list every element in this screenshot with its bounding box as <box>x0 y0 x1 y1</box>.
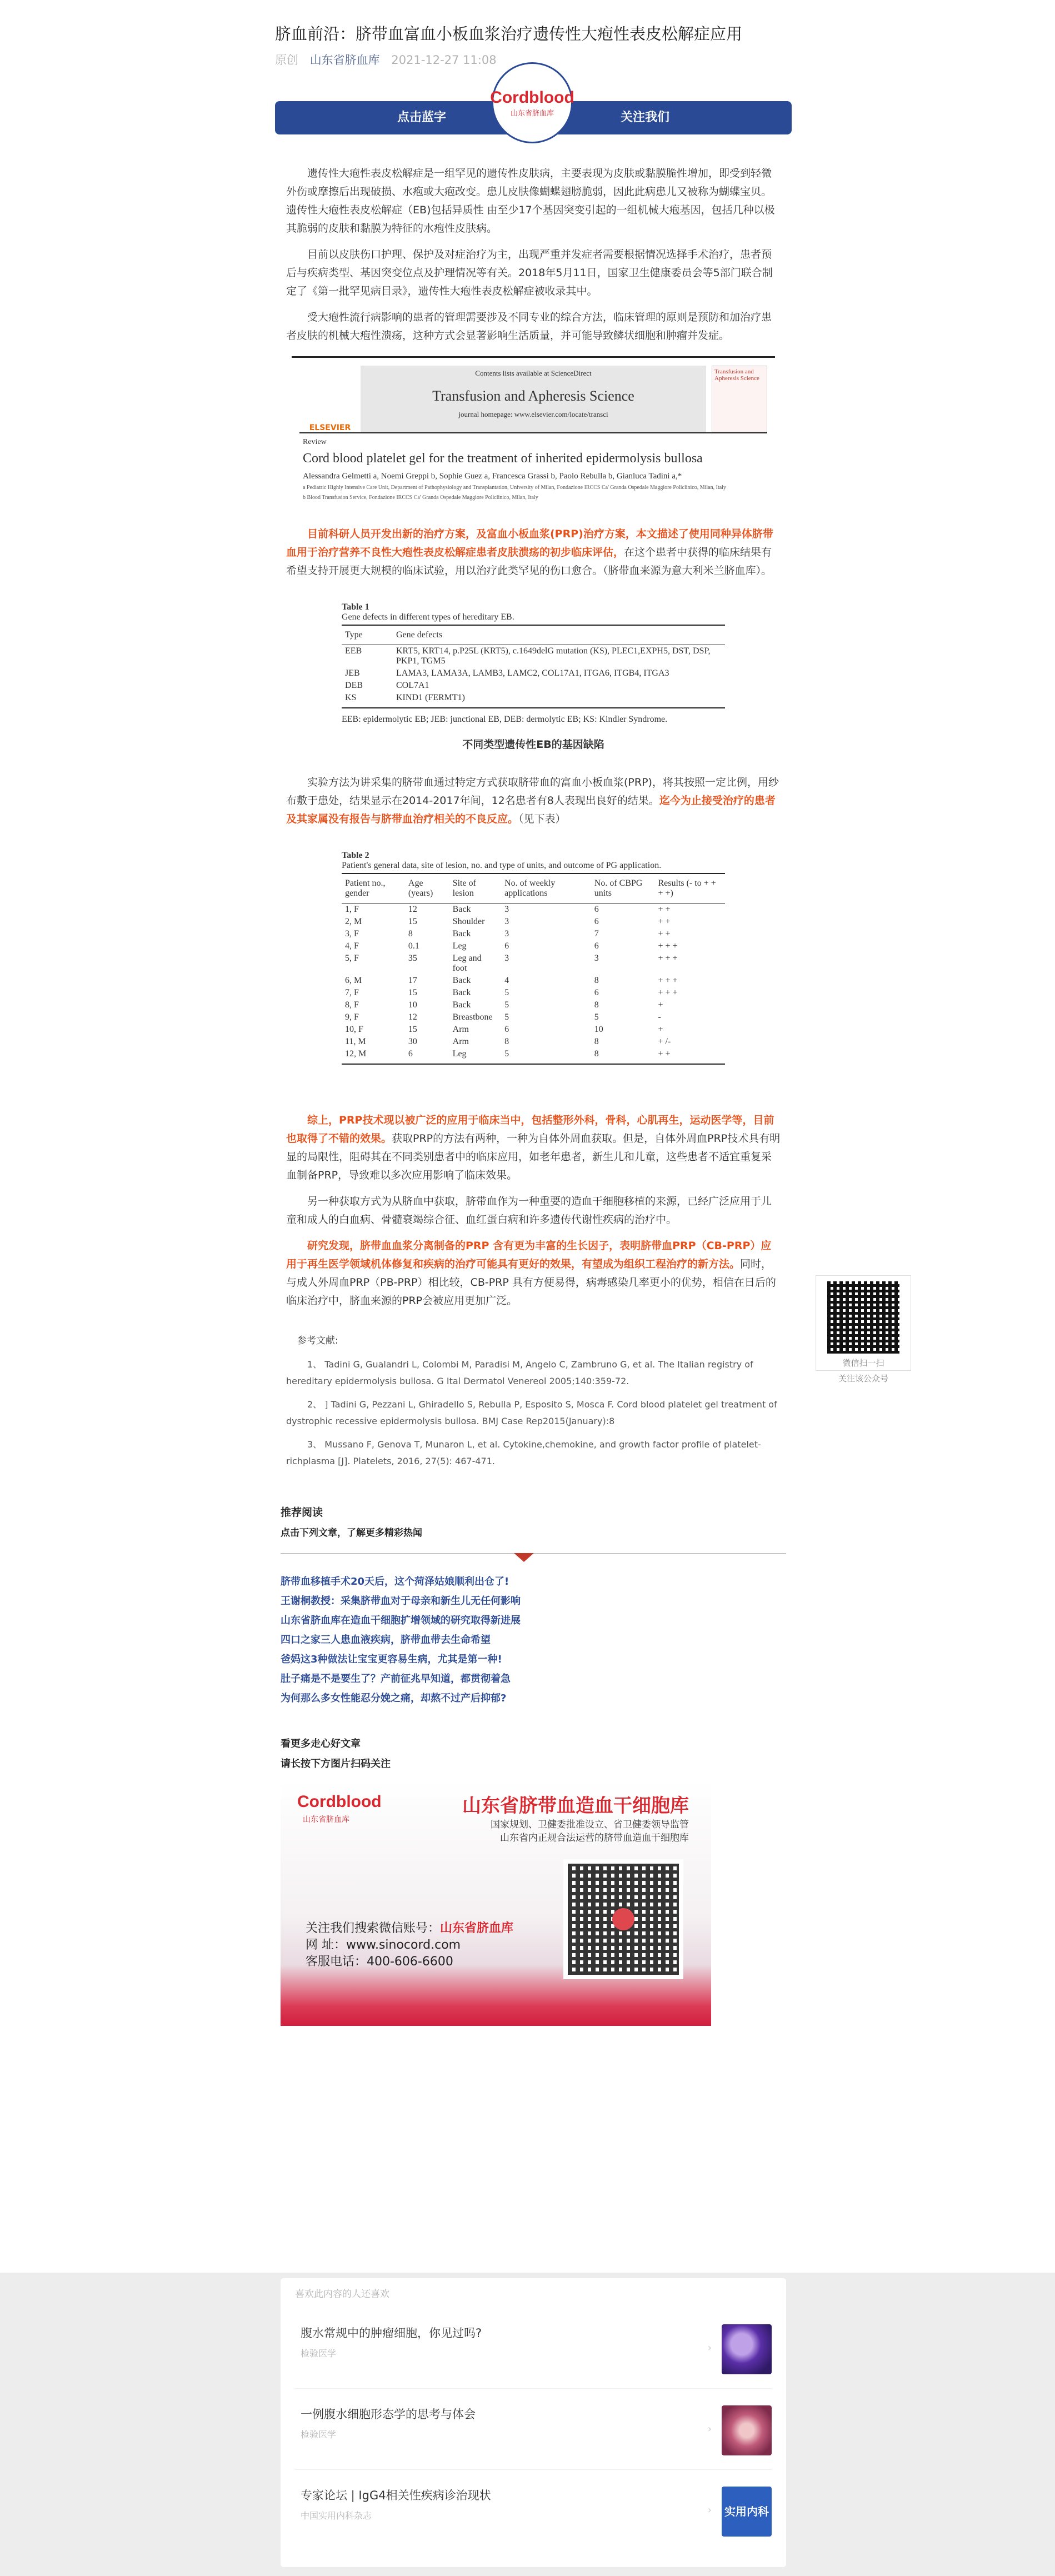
table-row <box>342 940 725 952</box>
table-caption: 不同类型遗传性EB的基因缺陷 <box>462 738 604 751</box>
table-2: Table 2 Patient's general data, site of lesion, no. and type of units, and outcome of PG application. Patient no., gender Age (years) Site of lesion No. of weekly applications No. of CBPG units Results (- to + + + +) 1, F 12 Back 3 6 + + 2, M 15 Shoulder 3 6 + + 3, F 8 Back 3 7 + + 4, F 0.1 Leg 6 6 + + + 5, F 35 Leg and foot 3 3 + + + 6, M 17 Back 4 8 + + + 7, F 15 Back 5 6 + + + 8, F 10 Back 5 8 + 9, F 12 Breastbone 5 5 - 10, F 15 Arm 6 10 + 11, M 30 Arm 8 8 + /- 12, M 6 Leg 5 8 + + <box>342 851 725 1065</box>
table-cell: 6 <box>594 941 599 951</box>
table-cell: 10 <box>594 1025 603 1034</box>
paragraph: 目前科研人员开发出新的治疗方案，及富血小板血浆(PRP)治疗方案，本文描述了使用同种异体脐带血用于治疗营养不良性大疱性表皮松解症患者皮肤溃疡的初步临床评估，在这个患者中获得的临床结果有希望支持开展更大规模的临床试验，用以治疗此类罕见的伤口愈合。（脐带血来源为意大利米兰脐血库）。 <box>286 528 773 577</box>
table-cell: 0.1 <box>408 941 419 951</box>
article <box>275 0 792 2037</box>
table-cell: 6, M <box>345 976 362 985</box>
table-row <box>342 987 725 999</box>
table-cell: Leg <box>449 1048 501 1064</box>
table-cell: + + <box>658 917 671 926</box>
table-cell: 2, M <box>345 917 362 926</box>
table-cell: Breastbone <box>452 1012 493 1022</box>
chevron-right-icon: › <box>707 2423 712 2435</box>
article-link[interactable]: 为何那么多女性能忍分娩之痛，却熬不过产后抑郁? <box>281 1693 507 1704</box>
table-cell: 10 <box>408 1000 417 1010</box>
table-row <box>342 1011 725 1024</box>
table-cell: 12, M <box>342 1048 405 1064</box>
table-row <box>342 999 725 1011</box>
table-cell: Arm <box>452 1037 469 1046</box>
article-link[interactable]: 王谢桐教授：采集脐带血对于母亲和新生儿无任何影响 <box>281 1595 521 1607</box>
table-cell: 15 <box>408 1025 417 1034</box>
table-cell: 11, M <box>345 1037 366 1046</box>
divider <box>281 1550 786 1561</box>
banner-left-text: 点击蓝字 <box>397 111 447 124</box>
table-cell: 3 <box>504 905 509 914</box>
table-cell: 4 <box>504 976 509 985</box>
table-cell: 3 <box>504 929 509 938</box>
table-row: EEB KRT5, KRT14, p.P25L (KRT5), c.1649delG mutation (KS), PLEC1,EXPH5, DST, DSP, PKP1, TGM5 <box>345 646 711 666</box>
also-like-item[interactable]: 一例腹水细胞形态学的思考与体会 检验医学 › <box>295 2389 772 2470</box>
table-cell: 8 <box>504 1037 509 1046</box>
table-cell: 30 <box>408 1037 417 1046</box>
publish-date: 2021-12-27 11:08 <box>391 53 497 67</box>
table-cell: 3, F <box>345 929 359 938</box>
ad-logo: Cordblood <box>297 1793 382 1811</box>
ad-headline: 山东省脐带血造血干细胞库 <box>462 1795 689 1817</box>
table-cell: 5 <box>594 1012 599 1022</box>
table-row <box>342 1024 725 1036</box>
table-row: DEB COL7A1 <box>345 681 429 690</box>
thumbnail: 实用内科 <box>722 2487 772 2537</box>
table-cell: 7, F <box>345 988 359 997</box>
table-cell: 4, F <box>345 941 359 951</box>
table-cell: + + <box>654 1048 725 1064</box>
table-cell: Back <box>452 988 471 997</box>
table-row <box>342 916 725 928</box>
follow-line-2: 请长按下方图片扫码关注 <box>281 1758 391 1770</box>
paragraph: 目前以皮肤伤口护理、保护及对症治疗为主，出现严重并发症者需要根据情况选择手术治疗，患者预后与疾病类型、基因突变位点及护理情况等有关。2018年5月11日，国家卫生健康委员会等5部门联合制定了《第一批罕见病目录》，遗传性大疱性表皮松解症被收录其中。 <box>286 248 773 297</box>
thumbnail <box>722 2324 772 2374</box>
table-cell: 5 <box>504 988 509 997</box>
banner-right-text: 关注我们 <box>620 111 669 124</box>
cordblood-logo: Cordblood 山东省脐血库 <box>492 62 573 143</box>
thumbnail <box>722 2405 772 2455</box>
table-cell: + + + <box>658 988 678 997</box>
table-cell: + + <box>658 929 671 938</box>
references-heading: 参考文献: <box>297 1335 338 1346</box>
also-like-panel <box>281 2278 786 2567</box>
table-cell: 17 <box>408 976 417 985</box>
table-cell: 8 <box>594 1000 599 1010</box>
table-1: Table 1 Gene defects in different types of hereditary EB. Type Gene defects EEB KRT5, KRT14, p.P25L (KRT5), c.1649delG mutation (KS), PLEC1,EXPH5, DST, DSP, PKP1, TGM5 JEB LAMA3, LAMA3A, LAMB3, LAMC2, COL17A1, ITGA6, ITGB4, ITGA3 DEB COL7A1 KS KIND1 (FERMT1) EEB: epidermolytic EB; JEB: junctional EB, DEB: dermolytic EB; KS: Kindler Syndrome. <box>342 602 725 726</box>
table-cell: Back <box>452 976 471 985</box>
ad-qr-code <box>563 1859 683 1979</box>
table-cell: 15 <box>408 917 417 926</box>
table-row: JEB LAMA3, LAMA3A, LAMB3, LAMC2, COL17A1, ITGA6, ITGB4, ITGA3 <box>345 668 669 678</box>
table-cell: 7 <box>594 929 599 938</box>
article-title: 脐血前沿：脐带血富血小板血浆治疗遗传性大疱性表皮松解症应用 <box>275 24 743 43</box>
original-tag: 原创 <box>275 53 298 67</box>
table-cell: + + <box>658 905 671 914</box>
table-cell: + /- <box>658 1037 671 1046</box>
table-cell: + + + <box>658 976 678 985</box>
follow-line-1: 看更多走心好文章 <box>281 1738 361 1750</box>
paragraph: 另一种获取方式为从脐血中获取，脐带血作为一种重要的造血干细胞移植的来源，已经广泛应用于儿童和成人的白血病、骨髓衰竭综合征、血红蛋白病和许多遗传代谢性疾病的治疗中。 <box>286 1195 772 1226</box>
table-cell: Back <box>452 905 471 914</box>
also-like-item[interactable]: 腹水常规中的肿瘤细胞，你见过吗? 检验医学 › <box>295 2308 772 2389</box>
table-cell: 8, F <box>345 1000 359 1010</box>
table-cell: 1, F <box>345 905 359 914</box>
table-cell: Back <box>452 929 471 938</box>
table-cell: 8 <box>591 1048 655 1064</box>
table-cell: 9, F <box>345 1012 359 1022</box>
table-cell: 8 <box>594 1037 599 1046</box>
table-cell: - <box>658 1012 661 1022</box>
table-cell: 5 <box>501 1048 591 1064</box>
table-row <box>342 903 725 916</box>
side-qr-panel: 微信扫一扫 关注该公众号 <box>816 1275 911 1371</box>
article-link[interactable]: 爸妈这3种做法让宝宝更容易生病，尤其是第一种! <box>281 1654 502 1665</box>
table-cell: 10, F <box>345 1025 363 1034</box>
table-cell: 8 <box>594 976 599 985</box>
table-cell: 5 <box>504 1012 509 1022</box>
ad-contact: 关注我们搜索微信账号：山东省脐血库 网 址：www.sinocord.com 客服电话：400-606-6600 <box>306 1921 514 1969</box>
paper-title: Cord blood platelet gel for the treatment of inherited epidermolysis bullosa <box>303 451 703 466</box>
table-cell: Arm <box>452 1025 469 1034</box>
also-like-heading: 喜欢此内容的人还喜欢 <box>295 2289 389 2300</box>
table-row <box>342 1048 725 1064</box>
chevron-right-icon: › <box>707 2342 712 2354</box>
recommend-title: 推荐阅读 <box>281 1506 323 1519</box>
table-cell: 35 <box>408 953 417 963</box>
table-cell: 6 <box>504 1025 509 1034</box>
paragraph: 实验方法为讲采集的脐带血通过特定方式获取脐带血的富血小板血浆(PRP)，将其按照一定比例，用纱布敷于患处，结果显示在2014-2017年间，12名患者有8人表现出良好的结果。迄今为止接受治疗的患者及其家属没有报告与脐带血治疗相关的不良反应。（见下表） <box>286 776 779 825</box>
recommend-subtitle: 点击下列文章，了解更多精彩热闻 <box>281 1527 422 1539</box>
paragraph: 遗传性大疱性表皮松解症是一组罕见的遗传性皮肤病，主要表现为皮肤或黏膜脆性增加，即受到轻微外伤或摩擦后出现破损、水疱或大疱改变。患儿皮肤像蝴蝶翅膀脆弱，因此此病患儿又被称为蝴蝶宝贝。遗传性大疱性表皮松解症（EB)包括异质性 由至少17个基因突变引起的一组机械大疱基因，包括几种以极其脆弱的皮肤和黏膜为特征的水疱性皮肤病。 <box>286 167 775 234</box>
table-row: KS KIND1 (FERMT1) <box>342 692 725 708</box>
table-cell: Shoulder <box>452 917 485 926</box>
cord-blood-ad-image[interactable]: Cordblood 山东省脐血库 山东省脐带血造血干细胞库 国家规划、卫健委批准设立、省卫健委领导监管 山东省内正规合法运营的脐带血造血干细胞库 关注我们搜索微信账号：山东省脐血库 网 址：www.sinocord.com 客服电话：400-606-6600 <box>281 1781 711 2026</box>
table-cell: Leg <box>452 941 467 951</box>
qr-code <box>827 1281 899 1354</box>
table-cell: + <box>658 1025 663 1034</box>
reference-item: 3、 Mussano F, Genova T, Munaron L, et al. Cytokine,chemokine, and growth factor profile of platelet-richplasma [J]. Platelets, 2016, 27(5): 467-471. <box>286 1439 761 1466</box>
table-cell: 15 <box>408 988 417 997</box>
table-cell: 12 <box>408 905 417 914</box>
article-link[interactable]: 肚子痛是不是要生了？产前征兆早知道，都贯彻着急 <box>281 1673 511 1685</box>
reference-item: 2、 ] Tadini G, Pezzani L, Ghiradello S, Rebulla P, Esposito S, Mosca F. Cord blood platelet gel treatment of dystrophic recessive epidermolysis bullosa. BMJ Case Rep2015(January):8 <box>286 1399 777 1426</box>
paper-header-image: ELSEVIER Contents lists available at ScienceDirect Transfusion and Apheresis Science journal homepage: www.elsevier.com/locate/transci Transfusion and Apheresis Science Review Cord blood platelet gel for the treatment of inherited epidermolysis bullosa Alessandra Gelmetti a, Noemi Greppi b, Sophie Guez a, Francesca Grassi b, Paolo Rebulla b, Gianluca Tadini a,* a Pediatric Highly Intensive Care Unit, Department of Pathophysiology and Transplantation, University of Milan, Fondazione IRCCS Ca' Granda Ospedale Maggiore Policlinico, Milan, Italy b Blood Transfusion Service, Fondazione IRCCS Ca' Granda Ospedale Maggiore Policlinico, Milan, Italy <box>292 356 775 514</box>
table-cell: 6 <box>594 917 599 926</box>
follow-banner[interactable] <box>275 88 792 134</box>
table-cell: Leg and foot <box>452 953 482 973</box>
table-cell: 8 <box>408 929 413 938</box>
paragraph: 研究发现，脐带血血浆分离制备的PRP 含有更为丰富的生长因子，表明脐带血PRP（CB-PRP）应用于再生医学领域机体修复和疾病的治疗可能具有更好的效果，有望成为组织工程治疗的新方法。同时，与成人外周血PRP（PB-PRP）相比较，CB-PRP 具有方便易得，病毒感染几率更小的优势，相信在日后的临床治疗中，脐血来源的PRP会被应用更加广泛。 <box>286 1240 776 1307</box>
table-cell: 3 <box>594 953 599 963</box>
paragraph: 综上，PRP技术现以被广泛的应用于临床当中，包括整形外科，骨科，心肌再生，运动医学等，目前也取得了不错的效果。获取PRP的方法有两种，一种为自体外周血获取。但是，自体外周血PRP技术具有明显的局限性，阻碍其在不同类别患者中的临床应用，如老年患者，新生儿和儿童，这些患者不适宜重复采血制备PRP，导致难以多次应用影响了临床效果。 <box>286 1114 781 1181</box>
article-link[interactable]: 四口之家三人患血液疾病，脐带血带去生命希望 <box>281 1634 491 1646</box>
reference-item: 1、 Tadini G, Gualandri L, Colombi M, Paradisi M, Angelo C, Zambruno G, et al. The Italian registry of hereditary epidermolysis bullosa. G Ital Dermatol Venereol 2005;140:359-72. <box>286 1359 753 1386</box>
table-cell: 12 <box>408 1012 417 1022</box>
table-cell: + + + <box>658 941 678 951</box>
table-row <box>342 952 725 975</box>
table-cell: 6 <box>405 1048 449 1064</box>
chevron-right-icon: › <box>707 2504 712 2516</box>
table-cell: 6 <box>594 988 599 997</box>
table-cell: 3 <box>504 917 509 926</box>
table-cell: 5 <box>504 1000 509 1010</box>
account-link[interactable]: 山东省脐血库 <box>309 53 380 67</box>
article-link[interactable]: 山东省脐血库在造血干细胞扩增领域的研究取得新进展 <box>281 1615 521 1626</box>
table-row <box>342 928 725 940</box>
paragraph: 受大疱性流行病影响的患者的管理需要涉及不同专业的综合方法，临床管理的原则是预防和加治疗患者皮肤的机械大疱性溃疡，这种方式会显著影响生活质量，并可能导致鳞状细胞和肿瘤并发症。 <box>286 311 772 342</box>
table-row <box>342 1036 725 1048</box>
table-cell: + + + <box>658 953 678 963</box>
also-like-item[interactable]: 专家论坛 | IgG4相关性疾病诊治现状 中国实用内科杂志 › 实用内科 <box>295 2470 772 2550</box>
journal-cover: Transfusion and Apheresis Science <box>712 366 767 432</box>
table-row <box>342 975 725 987</box>
table-cell: 6 <box>594 905 599 914</box>
table-cell: + <box>658 1000 663 1010</box>
table-cell: Back <box>452 1000 471 1010</box>
elsevier-logo: ELSEVIER <box>309 423 351 432</box>
table-cell: 5, F <box>345 953 359 963</box>
article-link[interactable]: 脐带血移植手术20天后，这个菏泽姑娘顺利出仓了! <box>281 1576 509 1587</box>
table-cell: 6 <box>504 941 509 951</box>
recommend-links <box>275 1572 792 1708</box>
table-cell: 3 <box>504 953 509 963</box>
